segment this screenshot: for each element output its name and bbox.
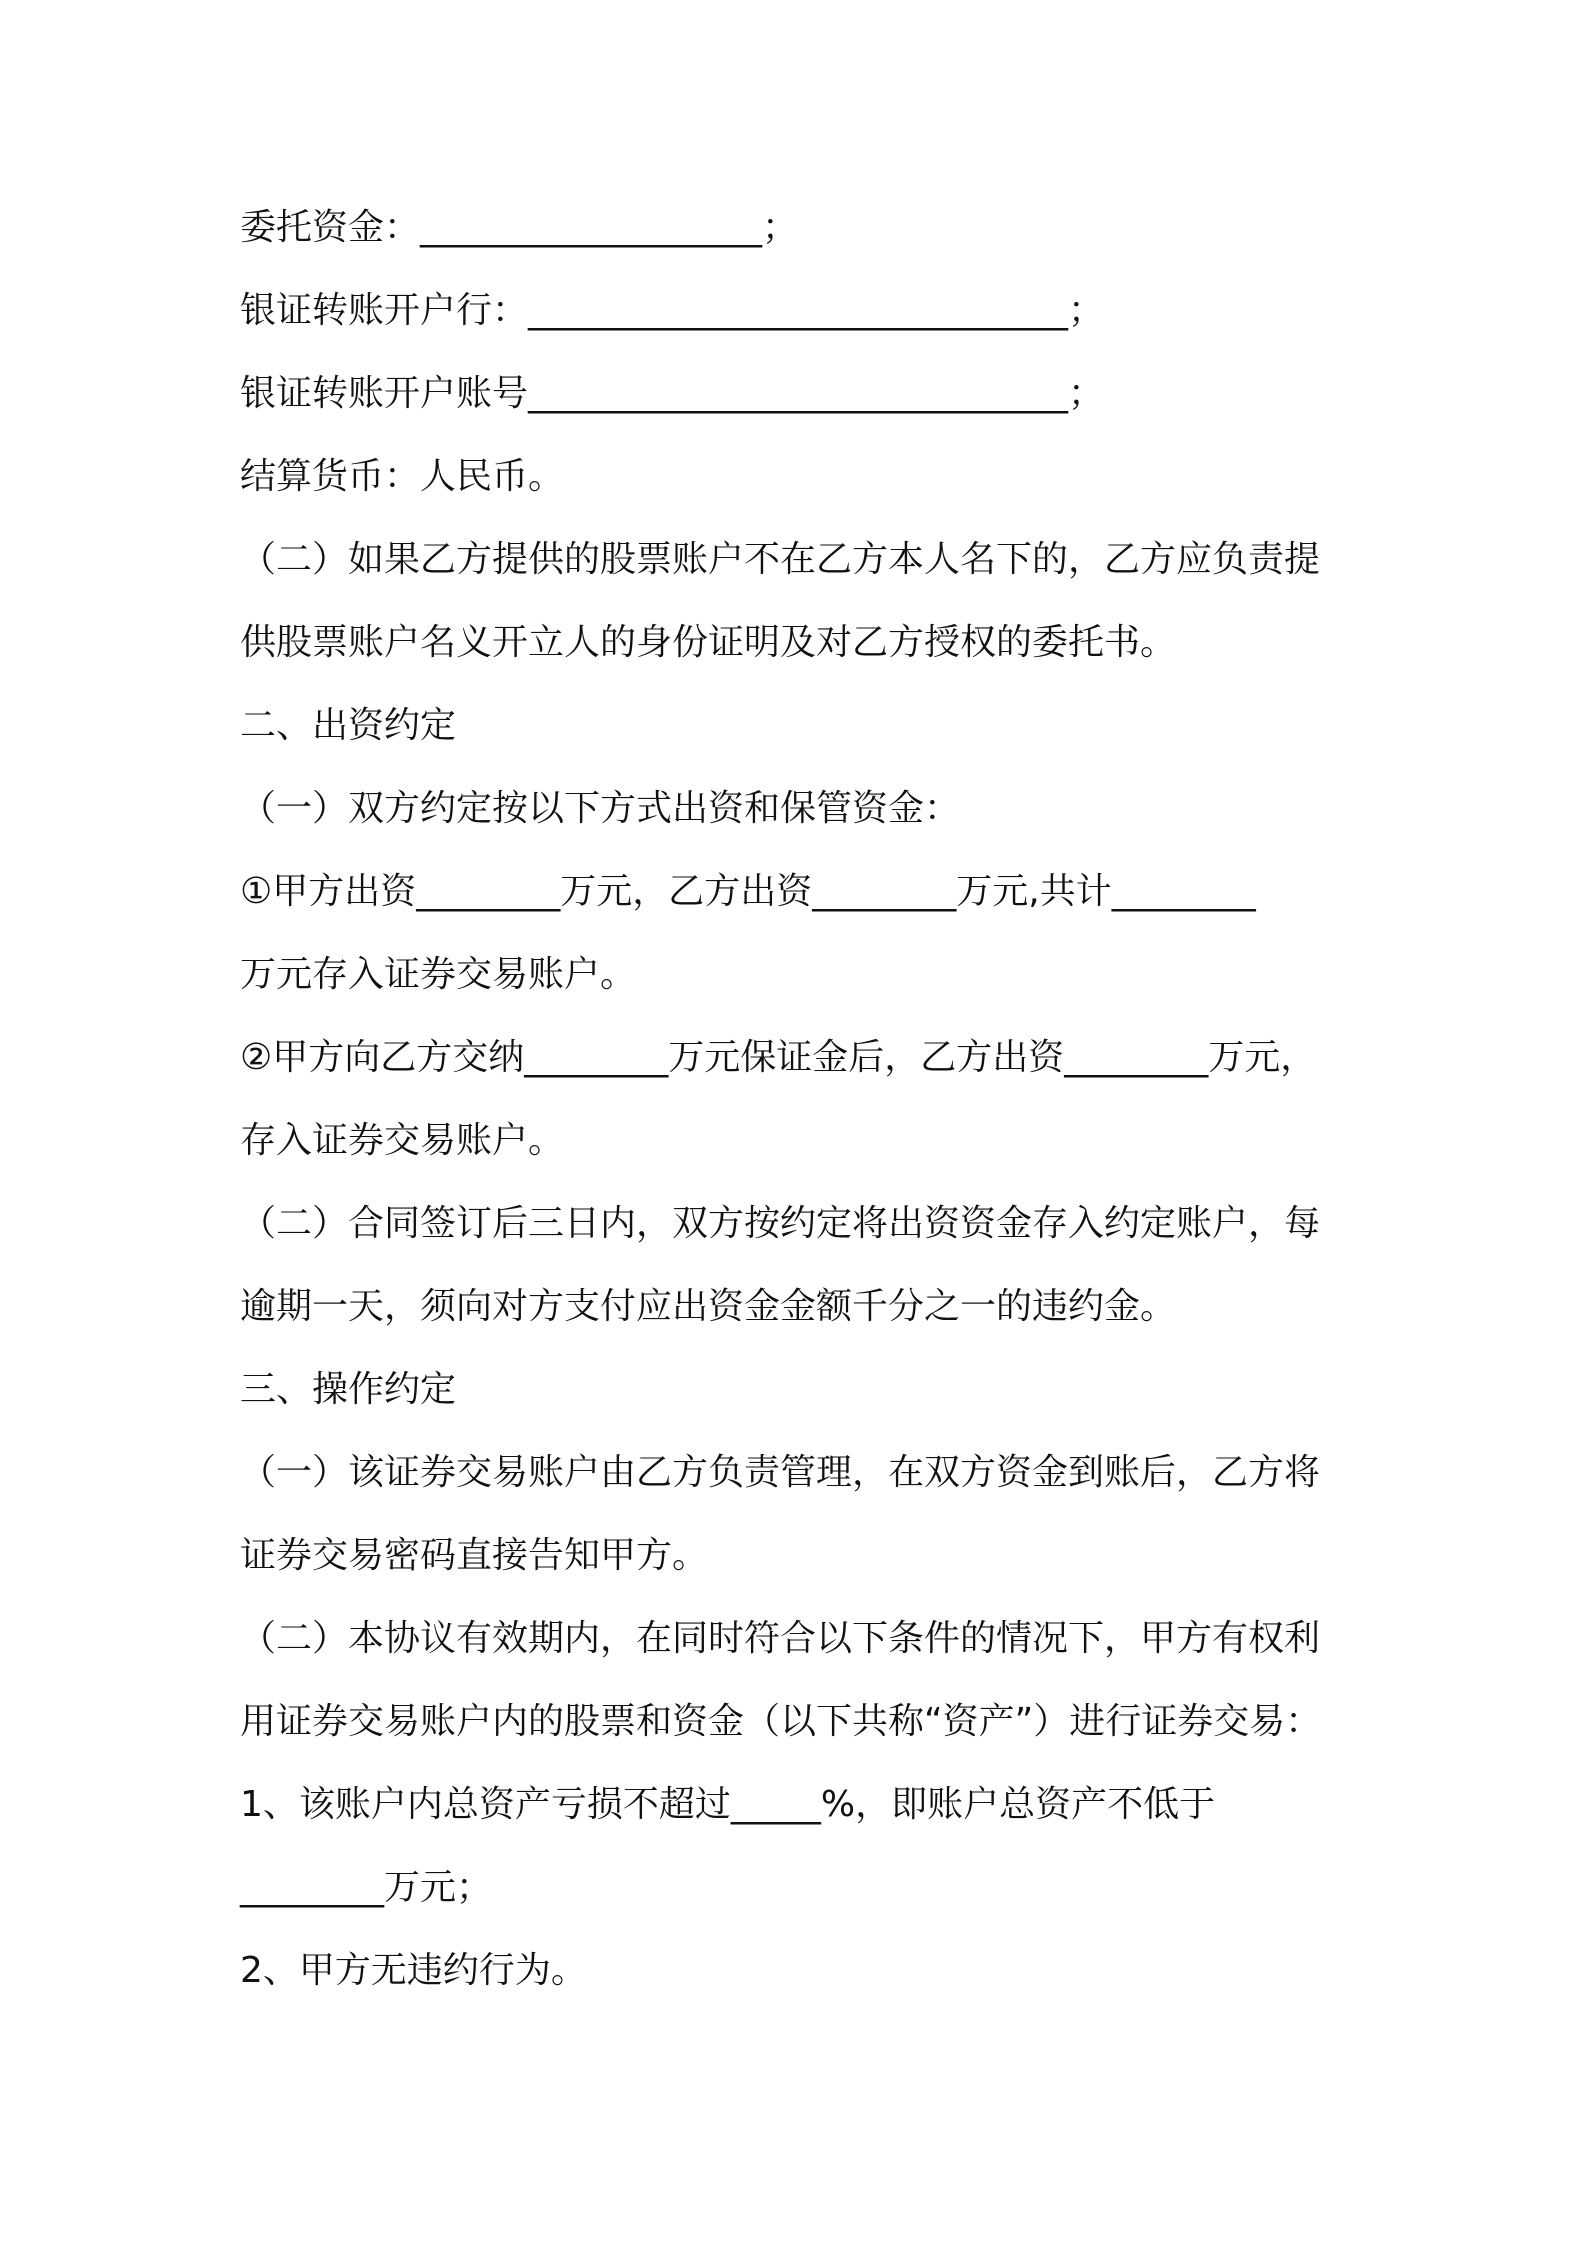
text-line: 2、甲方无违约行为。 — [240, 1950, 587, 1991]
text-line: ①甲方出资________万元，乙方出资________万元,共计________ — [240, 871, 1256, 912]
text-line: 银证转账开户行：______________________________； — [240, 290, 1105, 331]
text-line: 用证券交易账户内的股票和资金（以下共称“资产”）进行证券交易： — [240, 1701, 1322, 1742]
text-line: （二）本协议有效期内，在同时符合以下条件的情况下，甲方有权利 — [240, 1618, 1321, 1659]
text-line: ②甲方向乙方交纳________万元保证金后，乙方出资________万元， — [240, 1037, 1317, 1078]
section-heading: 三、操作约定 — [240, 1369, 457, 1410]
text-line: 万元存入证券交易账户。 — [240, 954, 637, 995]
text-line: 逾期一天，须向对方支付应出资金金额千分之一的违约金。 — [240, 1286, 1177, 1327]
text-line: 银证转账开户账号______________________________； — [240, 373, 1105, 414]
text-line: （一）双方约定按以下方式出资和保管资金： — [240, 788, 961, 829]
text-line: 供股票账户名义开立人的身份证明及对乙方授权的委托书。 — [240, 622, 1177, 663]
text-line: 1、该账户内总资产亏损不超过_____%，即账户总资产不低于 — [240, 1784, 1216, 1825]
text-line: 存入证券交易账户。 — [240, 1120, 565, 1161]
text-line: 委托资金：___________________； — [240, 207, 799, 248]
text-line: 证券交易密码直接告知甲方。 — [240, 1535, 709, 1576]
section-heading: 二、出资约定 — [240, 705, 457, 746]
text-line: （一）该证券交易账户由乙方负责管理，在双方资金到账后，乙方将 — [240, 1452, 1321, 1493]
text-line: ________万元； — [240, 1867, 493, 1908]
text-line: 结算货币：人民币。 — [240, 456, 565, 497]
text-line: （二）如果乙方提供的股票账户不在乙方本人名下的，乙方应负责提 — [240, 539, 1321, 580]
text-line: （二）合同签订后三日内，双方按约定将出资资金存入约定账户，每 — [240, 1203, 1321, 1244]
